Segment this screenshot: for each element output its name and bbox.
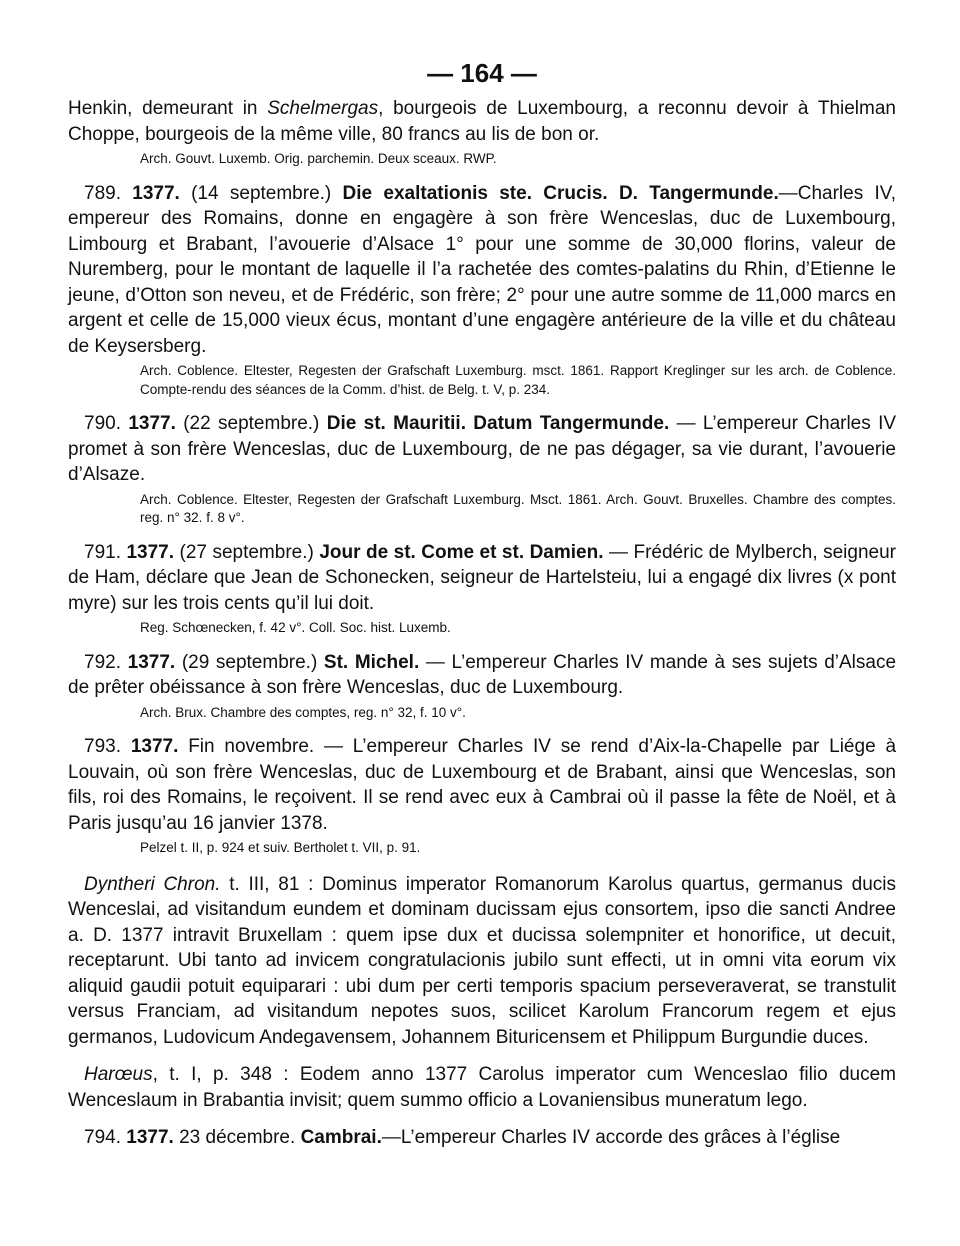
entry-793 — [68, 734, 896, 858]
entry-year: 1377. — [127, 651, 176, 673]
document-page — [68, 58, 896, 1151]
entry-789 — [68, 181, 896, 400]
entry-number: 791. — [84, 541, 121, 563]
quote-author: Dyntheri Chron. — [84, 873, 221, 895]
entry-number: 790. — [84, 413, 121, 434]
entry-year: 1377. — [132, 182, 180, 204]
entry-number: 793. — [84, 736, 121, 757]
entry-number: 789. — [84, 182, 121, 204]
entry-text — [68, 96, 896, 147]
entry-dating: Jour de st. Come et st. Damien. — [319, 541, 604, 563]
entry-792 — [68, 650, 896, 723]
quote-text — [68, 872, 896, 1051]
source-note: Reg. Schœnecken, f. 42 v°. Coll. Soc. hist. Luxemb. — [140, 620, 451, 635]
entry-number: 792. — [84, 651, 121, 673]
quote-dyntheri — [68, 872, 896, 1051]
entry-year: 1377. — [128, 413, 176, 434]
entry-text-part: Henkin, demeurant in — [68, 98, 268, 119]
entry-dating: Die st. Mauritii. Datum Tangermunde. — [326, 413, 670, 434]
entry-year: 1377. — [130, 736, 179, 757]
entry-text-part: , bourgeois de Luxembourg, a reconnu devoir à Thielman Choppe, bourgeois de la même ville, 80 francs au lis de bon or. — [68, 98, 896, 145]
entry-body: —Charles IV, empereur des Romains, donne en engagère à son frère Wenceslas, duc de Luxembourg, Limbourg et Brabant, l’avouerie d’Alsace 1° pour une somme de 30,000 florins, valeur de Nuremberg, pour le montant de laquelle il l’a rachetée des comtes-palatins du Rhin, d’Etienne le jeune, d’Otton son neveu, et de Frédéric, son frère; 2° pour une autre somme de 11,000 marcs en argent et celle de 15,000 vieux écus, montant d’une engagère antérieure de la ville et du château de Keysersberg. — [68, 182, 896, 357]
entry-date: 23 décembre. — [179, 1127, 296, 1148]
entry-date: (22 septembre.) — [183, 413, 320, 434]
entry-date: (27 septembre.) — [179, 541, 314, 563]
quote-haraeus — [68, 1062, 896, 1113]
entry-date: (14 septembre.) — [191, 182, 332, 204]
entry-body: Fin novembre. — L’empereur Charles IV se rend d’Aix-la-Chapelle par Liége à Louvain, où son frère Wenceslas, duc de Luxembourg et de Brabant, ainsi que Wenceslas, son fils, roi des Romains, le reçoivent. Il se rend avec eux à Cambrai où il passe la fête de Noël, et à Paris jusqu’au 16 janvier 1378. — [68, 736, 897, 834]
entry-788 — [68, 96, 896, 169]
entry-body: — L’empereur Charles IV mande à ses sujets d’Alsace de prêter obéissance à son frère Wenceslas, duc de Luxembourg. — [68, 651, 897, 698]
entry-text — [68, 650, 896, 701]
entry-number: 794. — [84, 1127, 121, 1148]
entry-body: — Frédéric de Mylberch, seigneur de Ham, déclare que Jean de Schonecken, seigneur de Hartelsteiu, lui a engagé dix livres (x pont myre) sur les trois cents qu’il lui doit. — [68, 541, 896, 614]
quote-body: t. III, 81 : Dominus imperator Romanorum Karolus quartus, germanus ducis Wenceslai, ad visitandum eundem et dominam ducissam ejus consortem, ipso die sancti Andree a. D. 1377 intravit Bruxellam : quem ipse dux et ducissa solempniter et honorifice, ut decuit, receptarunt. Ubi tanto ad invicem congratulacionis jubilo sunt effecti, ut in omni vita eorum vix aliquid gaudii potuit equiparari : ubi dum per certi temporis spacium perseveraverat, se transtulit versus Franciam, ad visitandum nepotes suos, scilicet Karolum Francorum regem et ejus germanos, Ludovicum Andegavensem, Johannem Bituricensem et Philippum Burgundie duces. — [68, 873, 896, 1048]
source-note: Pelzel t. II, p. 924 et suiv. Bertholet t. VII, p. 91. — [140, 840, 421, 855]
entry-body: — L’empereur Charles IV promet à son frère Wenceslas, duc de Luxembourg, de ne pas dégager, sa vie durant, l’avouerie d’Alsaze. — [68, 413, 897, 485]
entry-text — [68, 734, 896, 836]
page-number: — 164 — — [427, 58, 537, 88]
entry-790 — [68, 411, 896, 528]
source-note: Arch. Gouvt. Luxemb. Orig. parchemin. Deux sceaux. RWP. — [140, 151, 497, 166]
source-note: Arch. Brux. Chambre des comptes, reg. n° 32, f. 10 v°. — [140, 704, 466, 720]
quote-text — [68, 1062, 896, 1113]
entry-dating: Die exaltationis ste. Crucis. D. Tangermunde. — [342, 182, 779, 204]
quote-author: Harœus — [84, 1064, 153, 1085]
source-note: Arch. Coblence. Eltester, Regesten der Grafschaft Luxemburg. Msct. 1861. Arch. Gouvt. Bruxelles. Chambre des comptes. reg. n° 32. f. 8 v°. — [140, 491, 896, 525]
entry-dating: St. Michel. — [323, 651, 420, 673]
entry-year: 1377. — [126, 1127, 174, 1148]
entry-794 — [68, 1125, 896, 1151]
quote-body: , t. I, p. 348 : Eodem anno 1377 Carolus imperator cum Wenceslao filio ducem Wenceslaum in Brabantia invisit; quem summo officio a Lovaniensibus muneratum lego. — [68, 1064, 896, 1111]
entry-year: 1377. — [126, 541, 175, 563]
entry-text — [68, 181, 896, 360]
source-note: Arch. Coblence. Eltester, Regesten der Grafschaft Luxemburg. msct. 1861. Rapport Kreglinger sur les arch. de Coblence. Compte-rendu des séances de la Comm. d’hist. de Belg. t. V, p. 234. — [140, 363, 896, 397]
entry-text — [68, 1125, 896, 1151]
entry-text — [68, 411, 896, 488]
entry-dating: Cambrai. — [300, 1127, 382, 1148]
entry-791 — [68, 540, 896, 638]
entry-text — [68, 540, 896, 617]
place-name: Schelmergas — [267, 98, 379, 119]
entry-body: —L’empereur Charles IV accorde des grâces à l’église — [381, 1127, 841, 1148]
entry-date: (29 septembre.) — [181, 651, 318, 673]
